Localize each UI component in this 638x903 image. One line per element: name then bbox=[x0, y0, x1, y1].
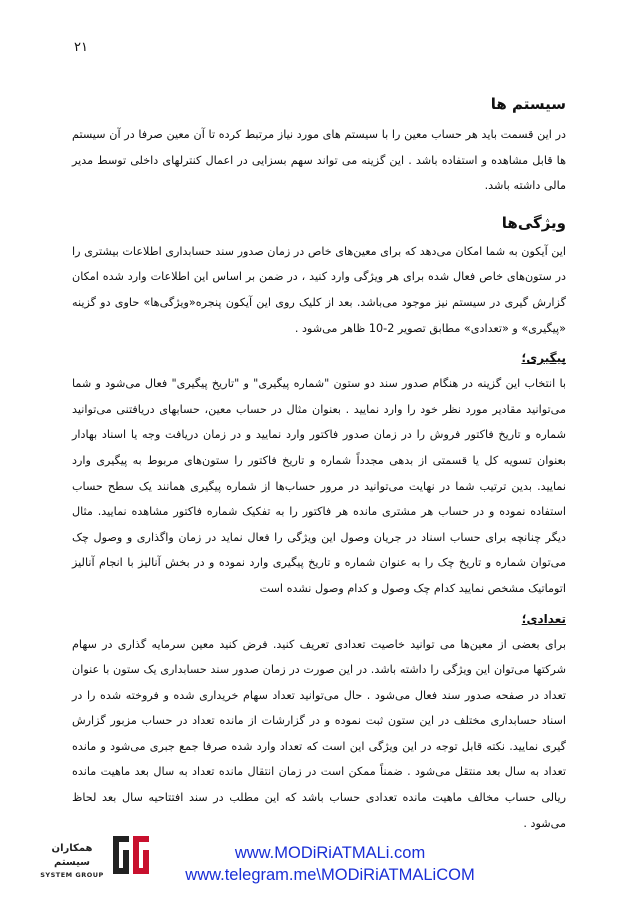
systems-paragraph: در این قسمت باید هر حساب معین را با سیستم های مورد نیاز مرتبط کرده تا آن معین صرفا در آن سیستم ها قابل مشاهده و استفاده باشد . این گزینه می تواند سهم بسزایی در اعمال کنترلهای داخلی توسط مدیر مالی داشته باشد. bbox=[72, 128, 566, 193]
logo-text-en: SYSTEM GROUP bbox=[40, 871, 104, 879]
page-number: ۲۱ bbox=[74, 40, 88, 55]
quantity-heading: تعدادی؛ bbox=[521, 611, 566, 626]
tracking-paragraph: با انتخاب این گزینه در هنگام صدور سند دو ستون "شماره پیگیری" و "تاریخ پیگیری" فعال می‌شود و شما می‌توانید مقادیر مورد نظر خود را وارد نمایید . بعنوان مثال در حساب معین، حسابهای دریافتنی می‌توانید شماره و تاریخ فاکتور فروش را در زمان صدور فاکتور وارد نمایید و در زمان دریافت وجه یا اسناد بهادار بعنوان تسویه کل یا قسمتی از بدهی مجدداً شماره و تاریخ فاکتور را ستون‌های مربوط به پیگیری وارد نمایید. بدین ترتیب شما در نهایت می‌توانید در مرور حساب‌ها از شماره پیگیری همانند یک سطح حساب استفاده نموده و در حساب هر مشتری مانده هر فاکتور را به تفکیک شماره فاکتور مشاهده نمایید. مثال دیگر چنانچه برای حساب اسناد در جریان وصول این ویژگی را فعال نماید در زمان واگذاری و وصول چک می‌توان شماره و تاریخ چک را به عنوان شماره و تاریخ پیگیری وارد نموده و در بخش آنالیز با انجام آنالیز اتوماتیک مشخص نمایید کدام چک وصول و کدام وصول نشده است bbox=[72, 377, 566, 595]
system-group-logo bbox=[36, 832, 151, 882]
tracking-heading: پیگیری؛ bbox=[521, 351, 566, 366]
logo-text bbox=[36, 842, 108, 880]
logo-mark-icon bbox=[111, 832, 151, 882]
quantity-paragraph: برای بعضی از معین‌ها می توانید خاصیت تعدادی تعریف کنید. فرض کنید معین سرمایه گذاری در سهام شرکتها می‌توان این ویژگی را داشته باشد. در این صورت در زمان صدور سند حسابداری یک ستون با عنوان تعداد در صفحه صدور سند فعال می‌شود . حال می‌توانید تعداد سهام خریداری شده و فروخته شده را در اسناد حسابداری مختلف در این ستون ثبت نموده و در گزارشات از مانده تعداد در حساب مزبور گزارش گیری نمایید. نکته قابل توجه در این ویژگی این است که تعداد وارد شده صرفا جمع جبری می‌شود و مانده تعداد به سال بعد منتقل می‌شود . ضمناً ممکن است در زمان انتقال مانده تعداد به سال بعد ماهیت مانده ریالی حساب مخالف ماهیت مانده تعدادی حساب باشد که این مطلب در سند افتتاحیه سال بعد لحاظ می‌شود . bbox=[72, 637, 566, 830]
features-paragraph: این آیکون به شما امکان می‌دهد که برای معین‌های خاص در زمان صدور سند حسابداری اطلاعات بیشتری را در ستون‌های خاص فعال شده برای هر ویژگی وارد کنید ، در ضمن بر اساس این اطلاعات وارد شده امکان گزارش گیری در سیستم نیز موجود می‌باشد. بعد از کلیک روی این آیکون پنجره«ویژگی‌ها» حاوی دو گزینه «پیگیری» و «تعدادی» مطابق تصویر 2-10 ظاهر می‌شود . bbox=[72, 244, 566, 335]
page-content bbox=[72, 92, 566, 836]
logo-text-fa: همکاران سیستم bbox=[51, 843, 93, 868]
telegram-link[interactable]: www.telegram.me\MODiRiATMALiCOM bbox=[185, 866, 475, 884]
features-heading: ویژگی‌ها bbox=[501, 213, 566, 232]
footer-links bbox=[150, 842, 510, 886]
website-link[interactable]: www.MODiRiATMALi.com bbox=[234, 844, 426, 862]
page-footer bbox=[0, 812, 638, 903]
systems-heading: سیستم ها bbox=[490, 95, 566, 113]
